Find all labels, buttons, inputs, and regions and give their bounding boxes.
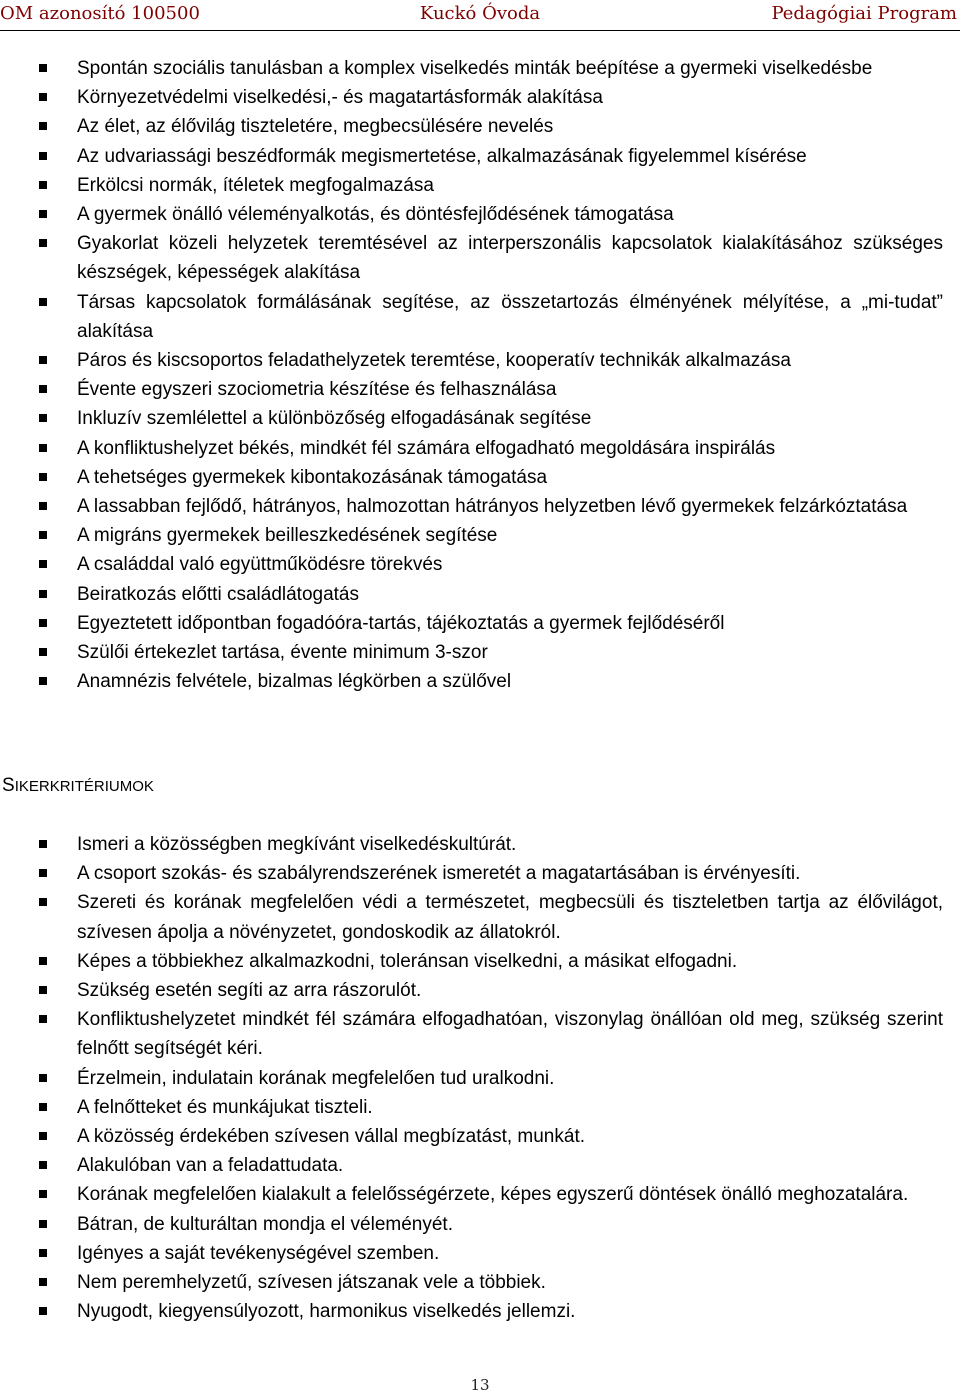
header-document-title: Pedagógiai Program [771, 3, 957, 24]
square-bullet-icon [39, 677, 47, 685]
section-heading-initial: S [2, 775, 15, 796]
list-item-text: Az udvariassági beszédformák megismertetése, alkalmazásának figyelemmel kísérése [77, 145, 807, 167]
list-item [0, 1210, 960, 1239]
list-item [0, 521, 960, 550]
list-item [0, 638, 960, 667]
list-item-text: Korának megfelelően kialakult a felelősségérzete, képes egyszerű döntések önálló meghozatalára. [77, 1184, 909, 1206]
square-bullet-icon [39, 444, 47, 452]
square-bullet-icon [39, 298, 47, 306]
list-item-text: Szülői értekezlet tartása, évente minimum 3-szor [77, 642, 488, 664]
list-item [0, 142, 960, 171]
square-bullet-icon [39, 1161, 47, 1169]
square-bullet-icon [39, 619, 47, 627]
list-item-text: Gyakorlat közeli helyzetek teremtésével az interperszonális kapcsolatok kialakításához szükséges készségek, képességek alakítása [77, 233, 943, 284]
list-item [0, 463, 960, 492]
list-item-text: A gyermek önálló véleményalkotás, és döntésfejlődésének támogatása [77, 204, 674, 226]
list-item [0, 83, 960, 112]
square-bullet-icon [39, 181, 47, 189]
list-item [0, 1122, 960, 1151]
list-item [0, 580, 960, 609]
list-item-text: Az élet, az élővilág tiszteletére, megbecsülésére nevelés [77, 116, 554, 138]
list-item-text: Bátran, de kulturáltan mondja el véleményét. [77, 1213, 453, 1235]
list-item-text: A csoport szokás- és szabályrendszerének ismeretét a magatartásában is érvényesíti. [77, 863, 801, 885]
list-item-text: Nyugodt, kiegyensúlyozott, harmonikus viselkedés jellemzi. [77, 1301, 576, 1323]
list-item [0, 112, 960, 141]
square-bullet-icon [39, 590, 47, 598]
square-bullet-icon [39, 1103, 47, 1111]
list-item [0, 667, 960, 696]
list-item [0, 171, 960, 200]
square-bullet-icon [39, 239, 47, 247]
list-item [0, 609, 960, 638]
success-criteria-list [0, 830, 960, 1326]
square-bullet-icon [39, 560, 47, 568]
list-item [0, 1239, 960, 1268]
list-item-text: Spontán szociális tanulásban a komplex viselkedés minták beépítése a gyermeki viselkedésbe [77, 58, 873, 79]
square-bullet-icon [39, 64, 47, 72]
list-item [0, 404, 960, 433]
list-item-text: Konfliktushelyzetet mindkét fél számára elfogadhatóan, viszonylag önállóan old meg, szükség szerint felnőtt segítségét kéri. [77, 1009, 943, 1060]
page-header [0, 0, 960, 31]
square-bullet-icon [39, 93, 47, 101]
list-item-text: Társas kapcsolatok formálásának segítése, az összetartozás élményének mélyítése, a „mi-tudat” alakítása [77, 291, 943, 342]
list-item-text: A lassabban fejlődő, hátrányos, halmozottan hátrányos helyzetben lévő gyermekek felzárkóztatása [77, 496, 908, 518]
list-item [0, 1180, 960, 1209]
list-item-text: Nem peremhelyzetű, szívesen játszanak vele a többiek. [77, 1272, 546, 1294]
list-item-text: Egyeztetett időpontban fogadóóra-tartás, tájékoztatás a gyermek fejlődéséről [77, 612, 725, 634]
square-bullet-icon [39, 473, 47, 481]
section-heading-success-criteria [2, 771, 154, 801]
list-item [0, 1297, 960, 1326]
square-bullet-icon [39, 957, 47, 965]
list-item [0, 888, 960, 946]
square-bullet-icon [39, 531, 47, 539]
list-item [0, 434, 960, 463]
list-item [0, 54, 960, 83]
square-bullet-icon [39, 1278, 47, 1286]
header-institution: Kuckó Óvoda [419, 3, 541, 24]
list-item-text: Alakulóban van a feladattudata. [77, 1155, 344, 1177]
list-item-text: Páros és kiscsoportos feladathelyzetek teremtése, kooperatív technikák alkalmazása [77, 350, 791, 372]
list-item-text: A tehetséges gyermekek kibontakozásának támogatása [77, 466, 548, 488]
list-item-text: A közösség érdekében szívesen vállal megbízatást, munkát. [77, 1126, 585, 1148]
list-item-text: Érzelmein, indulatain korának megfelelően tud uralkodni. [77, 1067, 555, 1089]
list-item [0, 288, 960, 346]
list-item-text: Inkluzív szemlélettel a különbözőség elfogadásának segítése [77, 408, 592, 430]
list-item-text: Évente egyszeri szociometria készítése és felhasználása [77, 379, 557, 401]
square-bullet-icon [39, 1220, 47, 1228]
square-bullet-icon [39, 869, 47, 877]
list-item-text: A családdal való együttműködésre törekvés [77, 554, 443, 576]
list-item [0, 859, 960, 888]
list-item-text: A migráns gyermekek beilleszkedésének segítése [77, 525, 498, 547]
list-item-text: Képes a többiekhez alkalmazkodni, toleránsan viselkedni, a másikat elfogadni. [77, 950, 738, 972]
list-item [0, 830, 960, 859]
list-item-text: Anamnézis felvétele, bizalmas légkörben a szülővel [77, 671, 512, 693]
list-item [0, 375, 960, 404]
list-item-text: Beiratkozás előtti családlátogatás [77, 583, 359, 605]
list-item-text: A felnőtteket és munkájukat tiszteli. [77, 1096, 373, 1118]
pedagogical-tasks-list [0, 54, 960, 696]
list-item [0, 346, 960, 375]
list-item [0, 1064, 960, 1093]
square-bullet-icon [39, 210, 47, 218]
list-item-text: Igényes a saját tevékenységével szemben. [77, 1242, 440, 1264]
list-item [0, 1151, 960, 1180]
list-item [0, 200, 960, 229]
square-bullet-icon [39, 122, 47, 130]
square-bullet-icon [39, 502, 47, 510]
square-bullet-icon [39, 1015, 47, 1023]
square-bullet-icon [39, 152, 47, 160]
list-item-text: Ismeri a közösségben megkívánt viselkedéskultúrát. [77, 834, 517, 855]
page-number: 13 [470, 1376, 490, 1394]
list-item [0, 1005, 960, 1063]
header-om-id: OM azonosító 100500 [0, 3, 200, 24]
square-bullet-icon [39, 385, 47, 393]
list-item [0, 492, 960, 521]
list-item-text: Szükség esetén segíti az arra rászorulót. [77, 980, 422, 1002]
square-bullet-icon [39, 898, 47, 906]
list-item-text: Környezetvédelmi viselkedési,- és magatartásformák alakítása [77, 87, 603, 109]
list-item [0, 976, 960, 1005]
list-item [0, 947, 960, 976]
square-bullet-icon [39, 1190, 47, 1198]
list-item [0, 550, 960, 579]
square-bullet-icon [39, 1074, 47, 1082]
square-bullet-icon [39, 1249, 47, 1257]
list-item [0, 229, 960, 287]
square-bullet-icon [39, 986, 47, 994]
square-bullet-icon [39, 648, 47, 656]
list-item-text: Szereti és korának megfelelően védi a természetet, megbecsüli és tiszteletben tartja az élővilágot, szívesen ápolja a növényzetet, gondoskodik az állatokról. [77, 892, 943, 943]
list-item-text: Erkölcsi normák, ítéletek megfogalmazása [77, 174, 434, 196]
section-heading-rest: IKERKRITÉRIUMOK [14, 778, 154, 795]
square-bullet-icon [39, 1132, 47, 1140]
square-bullet-icon [39, 840, 47, 848]
square-bullet-icon [39, 414, 47, 422]
square-bullet-icon [39, 1307, 47, 1315]
list-item [0, 1093, 960, 1122]
square-bullet-icon [39, 356, 47, 364]
list-item-text: A konfliktushelyzet békés, mindkét fél számára elfogadható megoldására inspirálás [77, 437, 776, 459]
list-item [0, 1268, 960, 1297]
